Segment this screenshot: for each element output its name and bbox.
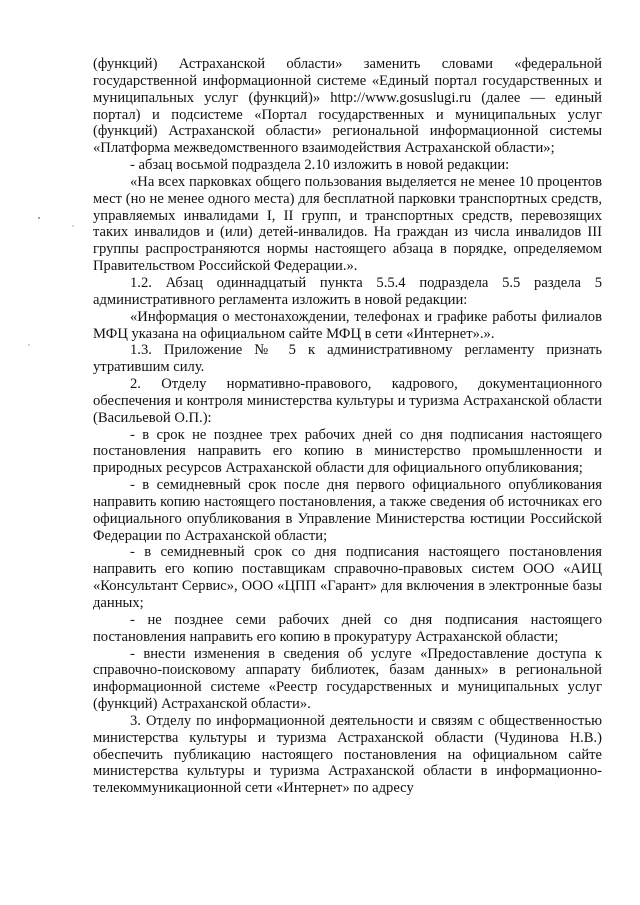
paragraph-12: - внести изменения в сведения об услуге «Предоставление доступа к справочно-поисковому аппарату библиотек, базам данных» в региональной информационной системе «Реестр государственных и муниципальных услуг (функций) Астраханской области». (93, 645, 602, 713)
paragraph-11: - не позднее семи рабочих дней со дня подписания настоящего постановления направить его копию в прокуратуру Астраханской области; (93, 611, 602, 645)
paragraph-8: - в срок не позднее трех рабочих дней со дня подписания настоящего постановления направить его копию в министерство промышленности и природных ресурсов Астраханской области для официального опубликования; (93, 426, 602, 477)
paragraph-5: «Информация о местонахождении, телефонах и графике работы филиалов МФЦ указана на официальном сайте МФЦ в сети «Интернет».». (93, 308, 602, 342)
paragraph-3: «На всех парковках общего пользования выделяется не менее 10 процентов мест (но не менее одного места) для бесплатной парковки транспортных средств, управляемых инвалидами I, II групп, и транспортных средств, перевозящих таких инвалидов и (или) детей-инвалидов. На граждан из числа инвалидов III группы распространяются нормы настоящего абзаца в порядке, определяемом Правительством Российской Федерации.». (93, 173, 602, 275)
paragraph-1: (функций) Астраханской области» заменить словами «федеральной государственной информационной системе «Единый портал государственных и муниципальных услуг (функций)» http://www.gosuslugi.ru (далее — единый портал) и подсистеме «Портал государственных и муниципальных услуг (функций) Астраханской области» региональной информационной системы «Платформа межведомственного взаимодействия Астраханской области»; (93, 56, 602, 157)
scan-speck (38, 217, 40, 219)
scan-speck (72, 225, 74, 227)
paragraph-9: - в семидневный срок после дня первого официального опубликования направить копию настоящего постановления, а также сведения об источниках его официального опубликования в Управление Министерства юстиции Российской Федерации по Астраханской области; (93, 477, 602, 544)
paragraph-7: 2. Отделу нормативно-правового, кадрового, документационного обеспечения и контроля министерства культуры и туризма Астраханской области (Васильевой О.П.): (93, 376, 602, 426)
paragraph-6: 1.3. Приложение № 5 к административному регламенту признать утратившим силу. (93, 342, 602, 376)
scan-speck (28, 344, 30, 346)
paragraph-4: 1.2. Абзац одиннадцатый пункта 5.5.4 подраздела 5.5 раздела 5 административного регламента изложить в новой редакции: (93, 274, 602, 308)
paragraph-13: 3. Отделу по информационной деятельности и связям с общественностью министерства культуры и туризма Астраханской области (Чудинова Н.В.) обеспечить публикацию настоящего постановления на официальном сайте министерства культуры и туризма Астраханской области в информационно-телекоммуникационной сети «Интернет» по адресу (93, 712, 602, 797)
paragraph-10: - в семидневный срок со дня подписания настоящего постановления направить его копию поставщикам справочно-правовых систем ООО «АИЦ «Консультант Сервис», ООО «ЦПП «Гарант» для включения в электронные базы данных; (93, 544, 602, 611)
paragraph-2: - абзац восьмой подраздела 2.10 изложить в новой редакции: (130, 157, 510, 174)
